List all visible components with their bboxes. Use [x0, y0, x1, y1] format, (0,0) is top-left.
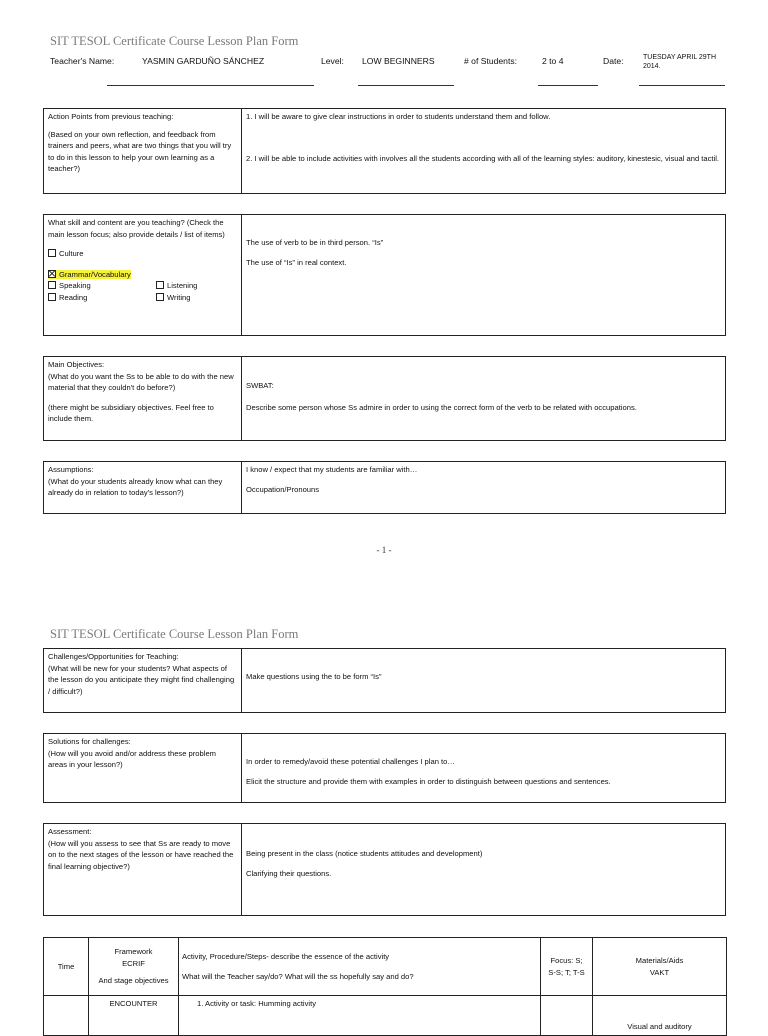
objectives-answer [242, 357, 725, 440]
col-framework-line-2: ECRIF [122, 958, 145, 968]
teacher-name-value: YASMIN GARDUÑO SÁNCHEZ [142, 56, 265, 66]
assessment-desc: (How will you assess to see that Ss are ready to move on to the next stages of the lesson or have reached the final learning objective?) [48, 838, 234, 871]
challenges-desc: (What will be new for your students? What aspects of the lesson do you anticipate they might find challenging / difficult?) [48, 663, 235, 696]
skills-content-2: The use of “Is” in real context. [246, 257, 347, 267]
speaking-label: Speaking [59, 281, 91, 291]
objectives-prompt [44, 357, 242, 440]
col-framework-line-3: And stage objectives [98, 976, 169, 986]
writing-label: Writing [167, 292, 191, 302]
col-activity-line-1: Activity, Procedure/Steps- describe the essence of the activity [182, 951, 390, 961]
assumptions-answer [242, 462, 725, 513]
skills-label: What skill and content are you teaching? (Check the main lesson focus; also provide details / list of items) [48, 218, 225, 239]
listening-label: Listening [167, 281, 198, 291]
assessment-line-1: Being present in the class (notice students attitudes and development) [246, 849, 483, 858]
col-activity-line-2: What will the Teacher say/do? What will the ss hopefully say and do? [182, 971, 414, 981]
skills-box [43, 214, 726, 336]
listening-checkbox[interactable] [156, 281, 164, 289]
action-points-answer [242, 109, 725, 193]
col-focus-line-1: Focus: S; [550, 955, 583, 965]
assumptions-label: Assumptions: [48, 465, 94, 474]
challenges-prompt [44, 649, 242, 712]
row-materials: Visual and auditory [593, 996, 727, 1036]
teacher-name-label: Teacher's Name: [50, 56, 115, 66]
action-point-2: 2. I will be able to include activities with involves all the students according with all of the learning styles: auditory, kinestesic, visual and tactil. [246, 153, 720, 163]
challenges-box [43, 648, 726, 713]
skill-row-speaking [48, 280, 237, 292]
solutions-label: Solutions for challenges: [48, 737, 131, 746]
page-number: - 1 - [376, 545, 392, 555]
students-label: # of Students: [464, 56, 518, 66]
level-value: LOW BEGINNERS [362, 56, 435, 66]
speaking-checkbox[interactable] [48, 281, 56, 289]
objectives-desc: (What do you want the Ss to be able to do with the new material that they couldn't do before?) [48, 371, 234, 393]
action-points-prompt [44, 109, 242, 193]
action-point-1: 1. I will be aware to give clear instructions in order to students understand them and follow. [246, 112, 551, 121]
reading-label: Reading [59, 292, 88, 302]
skill-culture [48, 248, 237, 260]
solutions-line-2: Elicit the structure and provide them with examples in order to distinguish between questions and sentences. [246, 776, 611, 786]
solutions-prompt [44, 734, 242, 802]
action-points-label: Action Points from previous teaching: [48, 112, 174, 121]
grammar-checkbox[interactable] [48, 270, 56, 278]
form-title: SIT TESOL Certificate Course Lesson Plan Form [50, 34, 299, 48]
form-title-page-2: SIT TESOL Certificate Course Lesson Plan Form [50, 627, 299, 641]
solutions-answer [242, 734, 725, 802]
objectives-box [43, 356, 726, 441]
grammar-label: Grammar/Vocabulary [59, 269, 131, 279]
assessment-line-2: Clarifying their questions. [246, 868, 332, 878]
skills-answer [242, 215, 725, 335]
objectives-desc-2: (there might be subsidiary objectives. Feel free to include them. [48, 402, 214, 424]
assessment-prompt [44, 824, 242, 915]
objectives-label: Main Objectives: [48, 360, 105, 369]
challenges-content: Make questions using the to be form “Is” [246, 672, 382, 681]
col-focus [541, 938, 593, 996]
row-focus [541, 996, 593, 1036]
challenges-answer [242, 649, 725, 712]
col-materials-line-1: Materials/Aids [635, 955, 684, 965]
solutions-line-1: In order to remedy/avoid these potential challenges I plan to… [246, 757, 455, 766]
culture-label: Culture [59, 249, 84, 259]
assessment-answer [242, 824, 725, 915]
assumptions-prompt [44, 462, 242, 513]
procedure-table [43, 937, 727, 1036]
reading-checkbox[interactable] [48, 293, 56, 301]
students-underline [538, 85, 598, 86]
assumptions-line-1: I know / expect that my students are familiar with… [246, 465, 418, 474]
col-framework-line-1: Framework [114, 947, 153, 957]
students-value: 2 to 4 [542, 56, 564, 66]
row-stage: ENCOUNTER [89, 996, 179, 1036]
writing-checkbox[interactable] [156, 293, 164, 301]
assessment-label: Assessment: [48, 827, 92, 836]
row-activity: 1. Activity or task: Humming activity [179, 996, 541, 1036]
teacher-name-underline [107, 85, 314, 86]
assumptions-box [43, 461, 726, 514]
culture-checkbox[interactable] [48, 249, 56, 257]
col-framework [89, 938, 179, 996]
swbat-label: SWBAT: [246, 381, 274, 390]
col-activity [179, 938, 541, 996]
date-label: Date: [603, 56, 624, 66]
date-underline [639, 85, 725, 86]
level-underline [358, 85, 454, 86]
challenges-label: Challenges/Opportunities for Teaching: [48, 652, 179, 661]
solutions-box [43, 733, 726, 803]
col-focus-line-2: S-S; T; T-S [548, 967, 585, 977]
level-label: Level: [321, 56, 344, 66]
col-materials-line-2: VAKT [649, 967, 670, 977]
skills-content-1: The use of verb to be in third person. “Is” [246, 238, 384, 247]
table-row [44, 996, 727, 1036]
assessment-box [43, 823, 726, 916]
assumptions-line-2: Occupation/Pronouns [246, 484, 320, 494]
solutions-desc: (How will you avoid and/or address these problem areas in your lesson?) [48, 748, 216, 770]
procedure-header-row [44, 938, 727, 996]
skill-grammar [48, 269, 237, 281]
objective-text: Describe some person whose Ss admire in order to using the correct form of the verb to be related with occupations. [246, 402, 637, 412]
action-points-desc: (Based on your own reflection, and feedback from trainers and peers, what are two things that you will try to do in this lesson to help your own learning as a teacher?) [48, 129, 232, 174]
col-time: Time [44, 938, 89, 996]
col-materials [593, 938, 727, 996]
date-value: TUESDAY APRIL 29TH 2014. [643, 54, 717, 70]
row-time [44, 996, 89, 1036]
skill-row-reading [48, 292, 237, 304]
assumptions-desc: (What do your students already know what can they already do in relation to today's lesson?) [48, 476, 223, 498]
skills-prompt [44, 215, 242, 335]
action-points-box [43, 108, 726, 194]
